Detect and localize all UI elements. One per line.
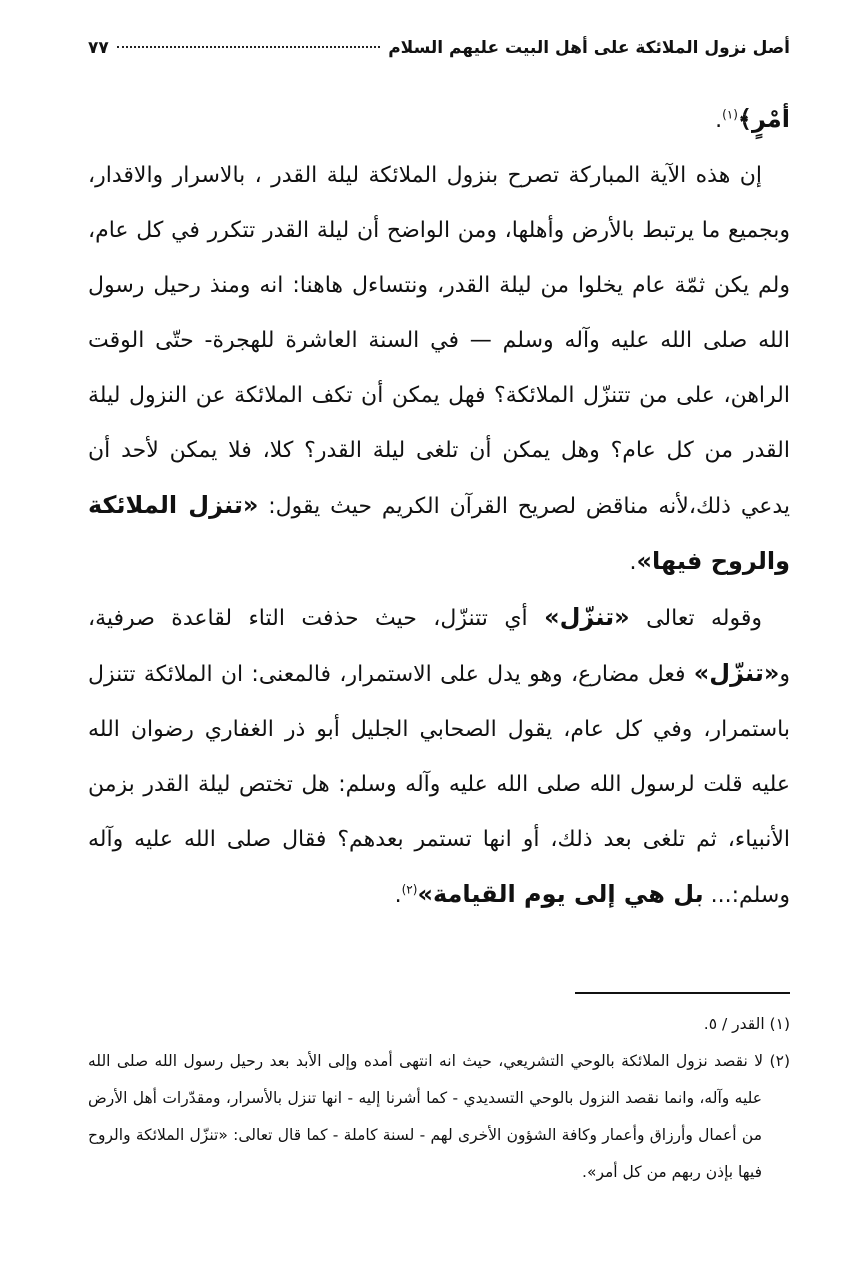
main-text (88, 92, 790, 923)
opening-end: . (715, 108, 723, 133)
paragraph-2-quote: بل هي إلى يوم القيامة» (417, 880, 704, 908)
paragraph-2 (88, 590, 790, 923)
paragraph-2-text-a: وقوله تعالى (629, 606, 762, 631)
opening-fragment: أمْرٍ﴾ (737, 105, 790, 133)
paragraph-2-end: . (394, 883, 402, 908)
book-page (88, 30, 790, 1230)
paragraph-2-term-2: «تنزّل» (693, 659, 780, 687)
footnote-marker-1: (١) (722, 107, 738, 122)
paragraph-1-text: إن هذه الآية المباركة تصرح بنزول الملائكة ليلة القدر ، بالاسرار والاقدار، وبجميع ما يرتبط بالأرض وأهلها، ومن الواضح أن ليلة القدر تتكرر في كل عام، ولم يكن ثمّة عام يخلوا من ليلة القدر، ونتساءل هاهنا: انه ومنذ رحيل رسول الله صلى الله عليه وآله وسلم — في السنة العاشرة للهجرة- حتّى الوقت الراهن، على من تتنزّل الملائكة؟ فهل يمكن أن تكف الملائكة عن النزول ليلة القدر من كل عام؟ وهل يمكن أن تلغى ليلة القدر؟ كلا، فلا يمكن لأحد أن يدعي ذلك،لأنه مناقض لصريح القرآن الكريم حيث يقول: (88, 163, 790, 519)
running-header (88, 38, 790, 68)
paragraph-2-text-b: أي تتنزّل، حيث حذفت التاء لقاعدة صرفية، و (88, 606, 790, 687)
footnotes (88, 1006, 790, 1191)
paragraph-1-quote: «تنزل الملائكة والروح فيها» (88, 491, 790, 575)
opening-fragment-line (88, 92, 790, 148)
paragraph-2-text-c: فعل مضارع، وهو يدل على الاستمرار، فالمعنى: ان الملائكة تتنزل باستمرار، وفي كل عام، يقول الصحابي الجليل أبو ذر الغفاري رضوان الله عليه قلت لرسول الله صلى الله عليه وآله وسلم: هل تختص ليلة القدر بزمن الأنبياء، ثم تلغى بعد ذلك، أو انها تستمر بعدهم؟ فقال صلى الله عليه وآله وسلم:... (88, 662, 790, 908)
paragraph-2-term-1: «تنزّل» (544, 603, 630, 631)
page-number: ٧٧ (88, 38, 109, 58)
footnote-marker-2: (٢) (401, 882, 418, 897)
running-header-title: أصل نزول الملائكة على أهل البيت عليهم السلام (388, 38, 790, 58)
leader-dots (117, 46, 380, 48)
footnote-2: (٢) لا نقصد نزول الملائكة بالوحي التشريعي، حيث انه انتهى أمده وإلى الأبد بعد رحيل رسول الله صلى الله عليه وآله، وانما نقصد النزول بالوحي التسديدي - كما أشرنا إليه - انها تنزل بالأسرار، ومقدّرات أهل الأرض من أعمال وأرزاق وأعمار وكافة الشؤون الأخرى لهم - لسنة كاملة - كما قال تعالى: «تنزّل الملائكة والروح فيها بإذن ربهم من كل أمر». (88, 1052, 790, 1181)
paragraph-1 (88, 148, 790, 590)
paragraph-1-end: . (629, 550, 637, 575)
footnote-separator (575, 992, 790, 994)
footnote-1: (١) القدر / ٥. (703, 1015, 790, 1033)
